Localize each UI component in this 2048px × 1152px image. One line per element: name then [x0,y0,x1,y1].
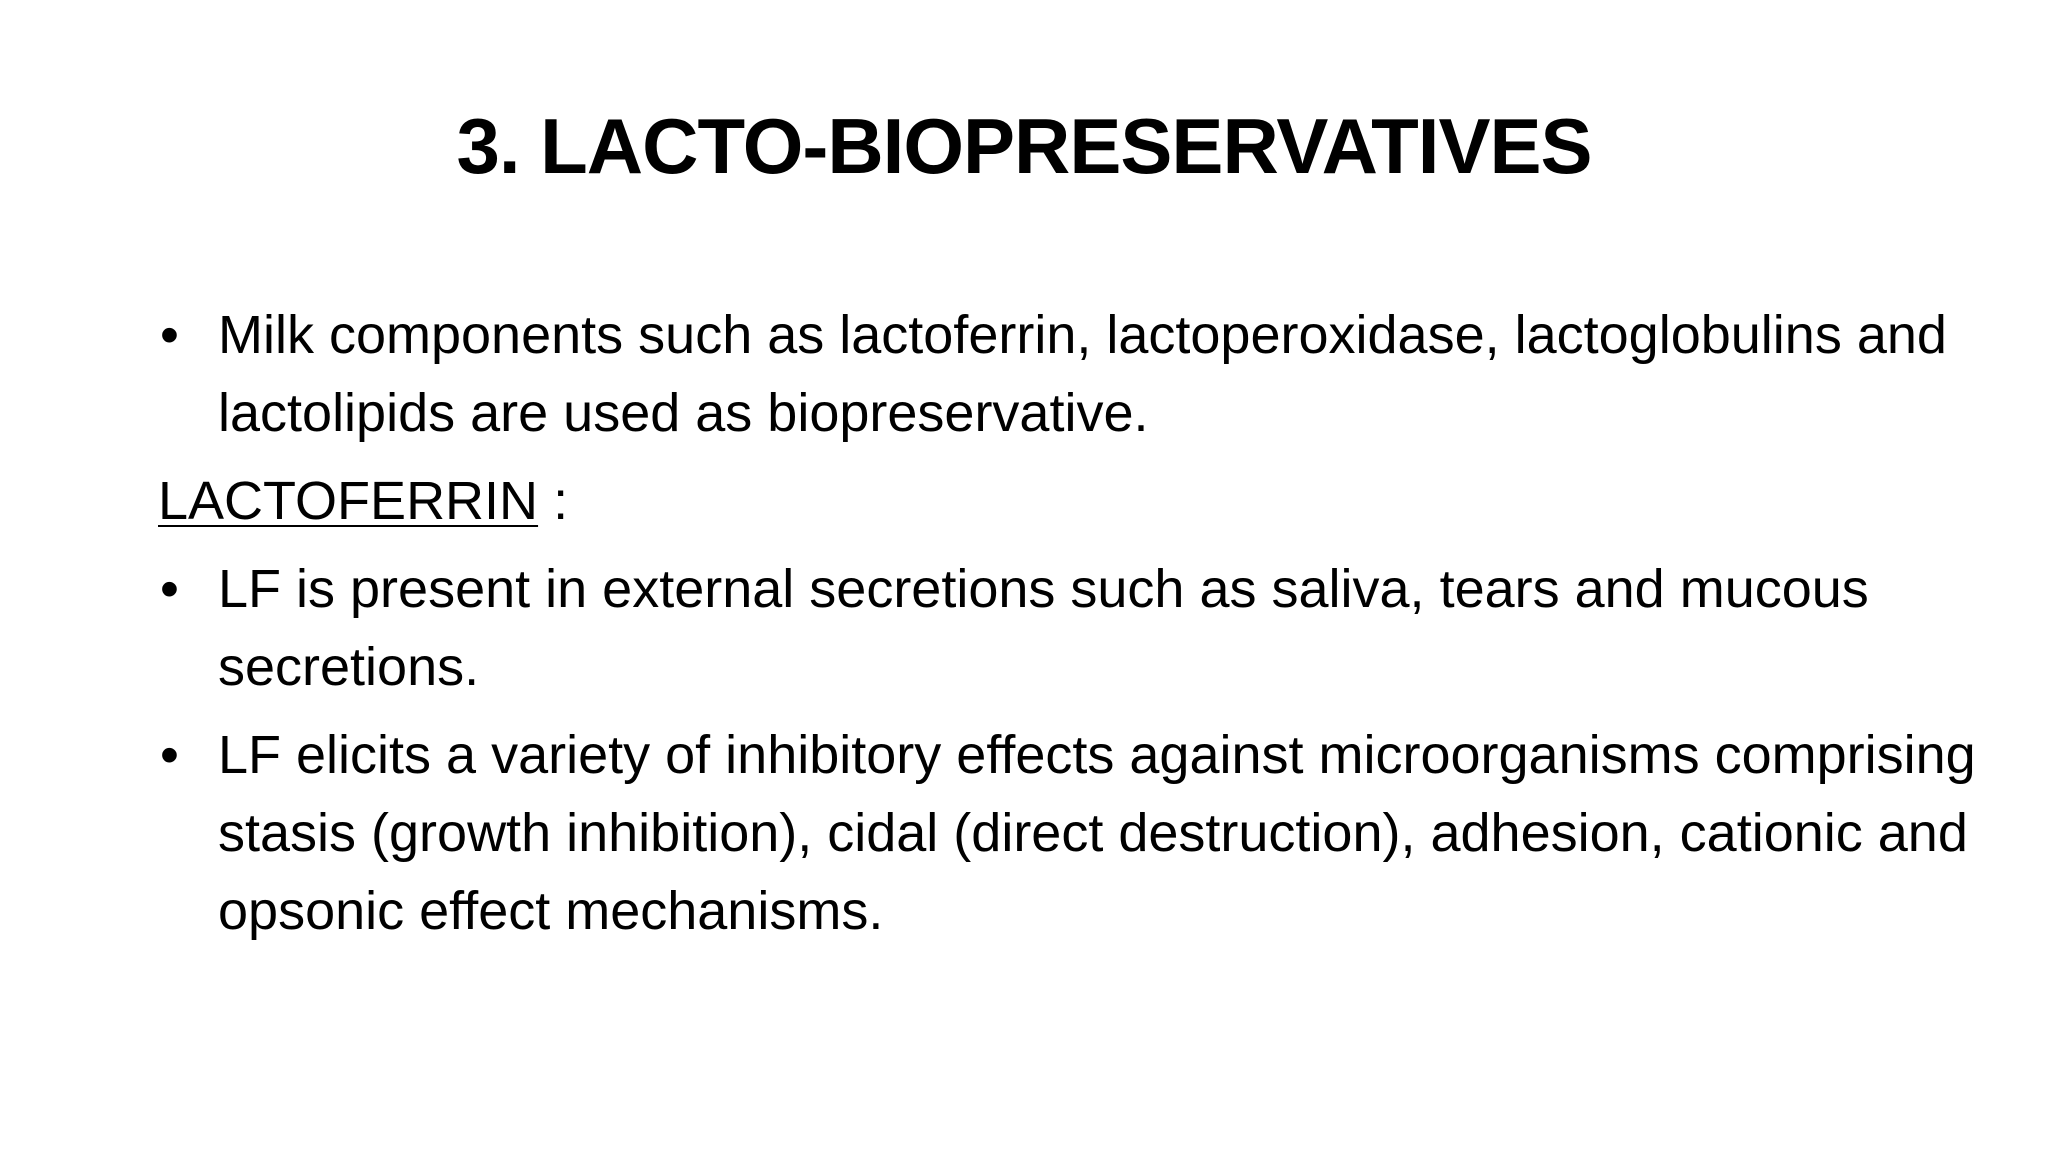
bullet-dot: • [160,305,179,365]
bullet-text: LF is present in external secretions such as saliva, tears and mucous secretions. [218,559,1869,697]
bullet-item-lf-presence [158,550,1978,706]
section-heading-colon: : [538,471,569,531]
bullet-text: Milk components such as lactoferrin, lactoperoxidase, lactoglobulins and lactolipids are used as biopreservative. [218,305,1947,443]
section-heading: LACTOFERRIN [158,471,539,531]
bullet-text: LF elicits a variety of inhibitory effects against microorganisms comprising stasis (growth inhibition), cidal (direct destruction), adhesion, cationic and opsonic effect mechanisms. [218,725,1976,941]
bullet-dot: • [160,725,179,785]
section-heading-line [158,462,1978,540]
bullet-item-intro [158,296,1978,452]
slide-content [158,296,1978,960]
slide-title: 3. LACTO-BIOPRESERVATIVES [456,102,1592,190]
bullet-item-lf-effects [158,716,1978,950]
bullet-dot: • [160,559,179,619]
